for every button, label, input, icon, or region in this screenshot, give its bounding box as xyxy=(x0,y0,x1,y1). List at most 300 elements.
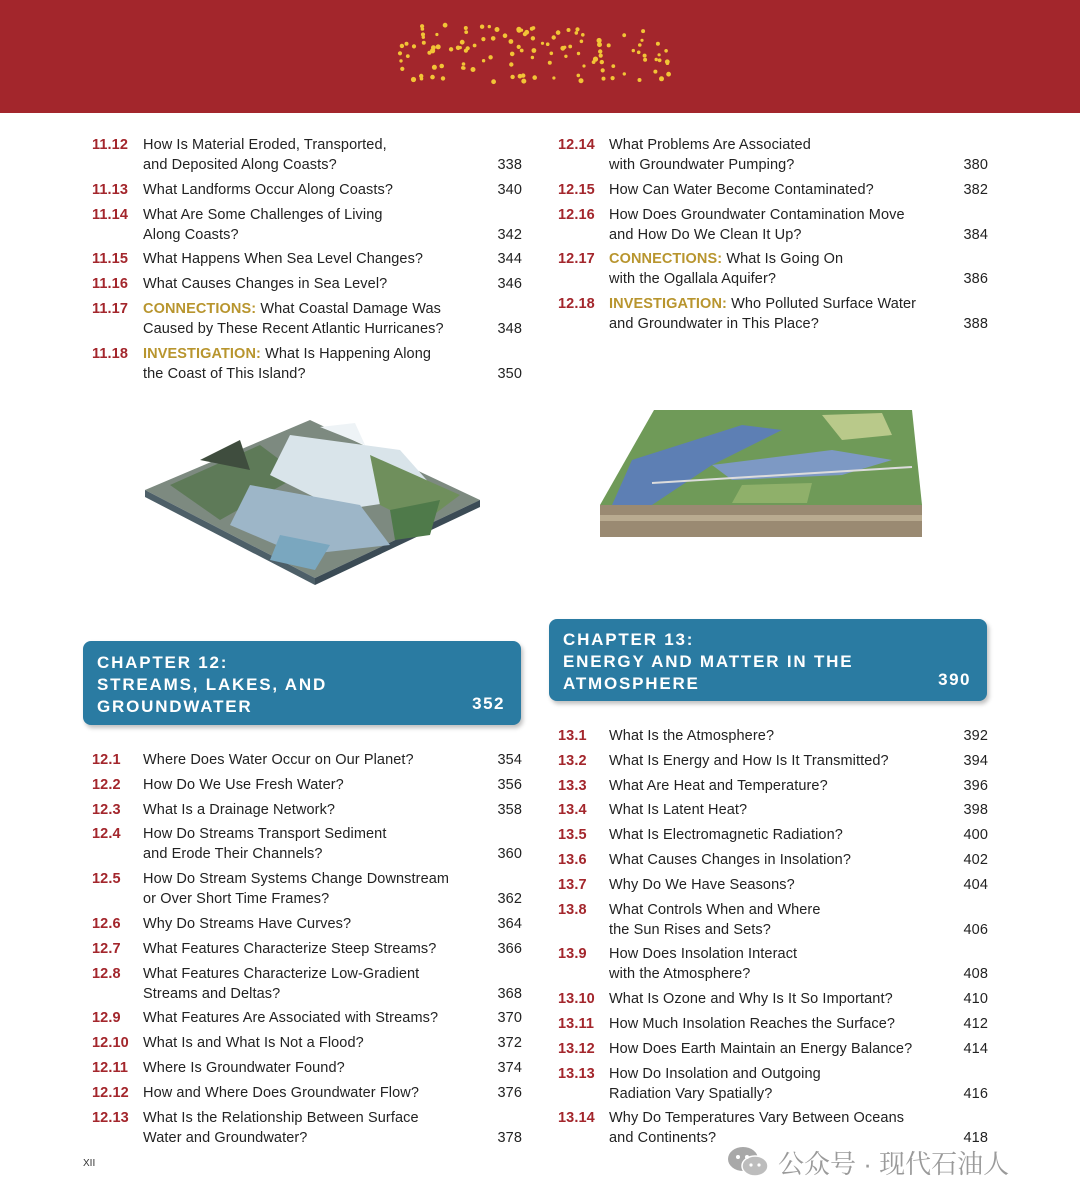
section-title-text: What Features Are Associated with Streams? xyxy=(143,1010,439,1027)
toc-entry[interactable] xyxy=(558,1014,988,1034)
section-title-line xyxy=(609,875,988,895)
section-title-text: Along Coasts? xyxy=(143,226,239,243)
section-title xyxy=(609,294,988,334)
header-dot xyxy=(599,54,603,58)
section-title-text: What Is Energy and How Is It Transmitted? xyxy=(609,752,889,769)
section-title-line xyxy=(143,205,522,225)
section-number: 12.1 xyxy=(92,752,121,768)
chapter-title-line: GROUNDWATER xyxy=(97,697,253,716)
page-number: 378 xyxy=(497,1129,522,1146)
watermark xyxy=(726,1142,1009,1182)
section-title-text: Water and Groundwater? xyxy=(143,1129,308,1146)
toc-entry[interactable] xyxy=(558,900,988,940)
page-number: 382 xyxy=(963,181,988,198)
header-dot xyxy=(491,79,496,84)
section-title-text: What Is Going On xyxy=(726,251,844,268)
chapter-title-line: ENERGY AND MATTER IN THE xyxy=(563,652,854,671)
section-title-text: How Does Earth Maintain an Energy Balance? xyxy=(609,1040,913,1057)
chapter-title-line: ATMOSPHERE xyxy=(563,674,700,693)
page-number: 362 xyxy=(497,891,522,908)
section-title xyxy=(609,205,988,245)
header-dot xyxy=(436,44,441,49)
header-dot xyxy=(441,76,445,80)
chapter-13-heading[interactable] xyxy=(549,619,987,701)
section-number: 13.1 xyxy=(558,728,587,744)
toc-entry[interactable] xyxy=(558,135,988,175)
page-number: 392 xyxy=(963,728,988,744)
toc-entry[interactable] xyxy=(92,964,522,1004)
chapter-title-line: CHAPTER 13: xyxy=(563,630,695,649)
page-number: 400 xyxy=(963,827,988,844)
watermark-text: 公众号 · 现代石油人 xyxy=(778,1148,1010,1179)
header-dot xyxy=(488,55,492,59)
header-dot xyxy=(399,59,402,62)
header-dot xyxy=(464,26,468,30)
chapter-12-heading[interactable] xyxy=(83,641,521,725)
header-dot xyxy=(666,72,671,77)
section-number: 12.10 xyxy=(92,1035,129,1052)
header-dot-pattern xyxy=(0,0,1080,113)
section-title-line xyxy=(143,1033,522,1053)
section-title-text: and Deposited Along Coasts? xyxy=(143,157,337,173)
section-title xyxy=(143,180,522,200)
toc-entry[interactable] xyxy=(92,1058,522,1078)
header-dot xyxy=(556,30,561,35)
page-number: 414 xyxy=(963,1040,988,1057)
page-number: 398 xyxy=(963,802,988,819)
section-title-line xyxy=(143,1058,522,1078)
section-number: 12.14 xyxy=(558,137,595,153)
section-title xyxy=(609,850,988,870)
section-title-text: Radiation Vary Spatially? xyxy=(609,1085,773,1102)
section-number: 11.15 xyxy=(92,251,128,268)
toc-entry[interactable] xyxy=(92,1108,522,1148)
header-dot xyxy=(623,72,626,75)
section-title xyxy=(143,299,522,339)
section-title-line xyxy=(609,1064,988,1084)
section-title-line xyxy=(143,964,522,984)
header-dot xyxy=(602,77,606,81)
section-title xyxy=(609,1039,988,1059)
page-number: 404 xyxy=(963,876,988,893)
section-title-text: How Do Streams Transport Sediment xyxy=(143,826,387,843)
section-title-text: What Are Some Challenges of Living xyxy=(143,206,383,223)
section-title-line xyxy=(143,869,522,889)
section-title-text: Why Do Streams Have Curves? xyxy=(143,915,352,932)
section-title-line xyxy=(609,800,988,820)
toc-entry[interactable] xyxy=(92,1008,522,1028)
section-title-text: and Groundwater in This Place? xyxy=(609,316,819,333)
section-tag: CONNECTIONS: xyxy=(609,251,723,268)
toc-entry[interactable] xyxy=(558,944,988,984)
section-title-line xyxy=(609,1108,988,1128)
section-title xyxy=(143,274,522,294)
toc-entry[interactable] xyxy=(558,249,988,289)
section-title-text: What Is a Drainage Network? xyxy=(143,801,336,818)
header-dot xyxy=(658,53,661,56)
header-dot xyxy=(521,79,526,84)
header-dot xyxy=(541,42,544,45)
section-title xyxy=(143,775,522,795)
section-title xyxy=(609,900,988,940)
toc-entry[interactable] xyxy=(92,1033,522,1053)
header-dot xyxy=(530,27,534,31)
header-dot xyxy=(412,44,416,48)
toc-entry[interactable] xyxy=(558,294,988,334)
header-dot xyxy=(577,52,580,55)
section-number: 12.13 xyxy=(92,1109,129,1126)
section-title xyxy=(609,989,988,1009)
section-title-line xyxy=(143,914,522,934)
header-dot xyxy=(579,78,584,83)
header-dot xyxy=(443,23,448,28)
page-number: 380 xyxy=(963,157,988,173)
section-title xyxy=(143,249,522,269)
toc-entry[interactable] xyxy=(558,205,988,245)
header-dot xyxy=(532,48,537,53)
section-title-text: What Is Happening Along xyxy=(265,345,432,362)
section-number: 13.13 xyxy=(558,1065,595,1082)
header-dot xyxy=(607,43,611,47)
section-title xyxy=(143,344,522,384)
header-dot xyxy=(462,62,466,66)
page-number: 370 xyxy=(497,1010,522,1027)
section-number: 13.14 xyxy=(558,1110,595,1127)
toc-entry[interactable] xyxy=(558,751,988,771)
section-title xyxy=(143,1083,522,1103)
header-dot xyxy=(638,78,642,82)
header-dot xyxy=(481,37,485,41)
toc-entry[interactable] xyxy=(558,850,988,870)
section-title-line xyxy=(143,750,522,770)
section-number: 12.3 xyxy=(92,801,121,818)
section-title-line xyxy=(143,344,522,364)
header-dot xyxy=(611,64,615,68)
header-dot xyxy=(531,36,535,40)
section-number: 12.18 xyxy=(558,296,595,313)
section-title xyxy=(609,135,988,175)
section-title xyxy=(143,869,522,909)
header-dot xyxy=(435,33,438,36)
section-title-line xyxy=(143,364,522,384)
toc-entry[interactable] xyxy=(558,875,988,895)
section-title-text: What Is Electromagnetic Radiation? xyxy=(609,827,843,844)
section-title-text: and Erode Their Channels? xyxy=(143,846,323,863)
section-title-line xyxy=(609,1014,988,1034)
header-dot xyxy=(531,56,534,59)
section-number: 12.8 xyxy=(92,965,121,982)
header-dot xyxy=(464,30,468,34)
toc-entry[interactable] xyxy=(92,775,522,795)
section-title-line xyxy=(609,900,988,920)
header-dot xyxy=(488,25,491,28)
page-number: 340 xyxy=(497,181,522,198)
toc-entry[interactable] xyxy=(558,1064,988,1104)
header-dot xyxy=(427,51,431,55)
header-dot xyxy=(548,61,552,65)
page-number: 372 xyxy=(497,1035,522,1052)
toc-entry[interactable] xyxy=(92,249,522,269)
page-number: 412 xyxy=(963,1015,988,1032)
header-dot xyxy=(482,59,485,62)
section-number: 11.12 xyxy=(92,137,128,153)
header-dot xyxy=(460,40,465,45)
section-title-line xyxy=(143,1008,522,1028)
page-number: 402 xyxy=(963,851,988,868)
toc-entry[interactable] xyxy=(92,1083,522,1103)
header-dot xyxy=(422,41,426,45)
section-title-line xyxy=(143,180,522,200)
chapter-title-line: STREAMS, LAKES, AND xyxy=(97,675,328,694)
section-number: 12.12 xyxy=(92,1084,129,1101)
section-number: 13.9 xyxy=(558,946,587,963)
section-title-text: How Do Insolation and Outgoing xyxy=(609,1065,821,1082)
page-number: 354 xyxy=(497,752,522,768)
chapter-title-line: CHAPTER 12: xyxy=(97,653,229,672)
header-dot xyxy=(552,76,555,79)
section-title-line xyxy=(609,205,988,225)
section-title-text: the Coast of This Island? xyxy=(143,365,306,382)
header-dot xyxy=(593,57,598,62)
toc-entry[interactable] xyxy=(92,939,522,959)
page-number: 358 xyxy=(497,801,522,818)
header-dot xyxy=(664,49,668,53)
page-number: 418 xyxy=(963,1130,988,1147)
section-title xyxy=(609,875,988,895)
toc-entry[interactable] xyxy=(92,824,522,864)
section-title xyxy=(143,1033,522,1053)
section-title-line xyxy=(609,850,988,870)
section-number: 12.7 xyxy=(92,940,121,957)
header-dot xyxy=(532,75,537,80)
section-title-line xyxy=(609,920,988,940)
section-title-line xyxy=(609,180,988,200)
section-title-text: What Coastal Damage Was xyxy=(260,300,441,317)
section-title-text: How Does Insolation Interact xyxy=(609,946,798,963)
section-title-line xyxy=(143,1108,522,1128)
header-dot xyxy=(637,51,641,55)
toc-entry[interactable] xyxy=(558,825,988,845)
section-title-line xyxy=(609,825,988,845)
header-dot xyxy=(510,75,514,79)
toc-entry[interactable] xyxy=(92,914,522,934)
header-dot xyxy=(459,46,462,49)
toc-entry[interactable] xyxy=(92,299,522,339)
header-dot xyxy=(411,77,416,82)
header-dot xyxy=(638,43,642,47)
header-dot xyxy=(516,27,521,32)
chapter-page-number: 390 xyxy=(938,670,971,689)
section-number: 11.17 xyxy=(92,300,128,317)
section-title xyxy=(143,800,522,820)
section-title-text: Who Polluted Surface Water xyxy=(731,296,917,313)
section-title xyxy=(143,939,522,959)
toc-entry[interactable] xyxy=(92,135,522,175)
section-title-text: How Is Material Eroded, Transported, xyxy=(143,137,387,153)
section-number: 11.13 xyxy=(92,181,128,198)
section-number: 12.17 xyxy=(558,251,595,268)
toc-entry[interactable] xyxy=(558,800,988,820)
page-number: 396 xyxy=(963,777,988,794)
section-number: 11.18 xyxy=(92,345,128,362)
toc-right-bottom xyxy=(558,726,988,1153)
header-dot xyxy=(510,52,515,57)
header-dot xyxy=(567,28,571,32)
page-number: 374 xyxy=(497,1059,522,1076)
section-title-line xyxy=(143,225,522,245)
section-number: 12.2 xyxy=(92,776,121,793)
section-title-text: What Is and What Is Not a Flood? xyxy=(143,1035,364,1052)
toc-entry[interactable] xyxy=(558,1039,988,1059)
chapter-page-number: 352 xyxy=(472,694,505,713)
section-title xyxy=(609,726,988,746)
section-title-line xyxy=(143,844,522,864)
header-band xyxy=(0,0,1080,113)
header-dot xyxy=(480,25,484,29)
section-title-text: Streams and Deltas? xyxy=(143,985,281,1002)
header-dot xyxy=(400,44,404,48)
toc-entry[interactable] xyxy=(558,726,988,746)
toc-entry[interactable] xyxy=(92,344,522,384)
section-number: 13.12 xyxy=(558,1040,595,1057)
section-title xyxy=(143,205,522,245)
section-number: 13.2 xyxy=(558,752,587,769)
header-dot xyxy=(653,70,657,74)
header-dot xyxy=(659,76,664,81)
section-title-text: with the Ogallala Aquifer? xyxy=(609,271,777,288)
header-dot xyxy=(420,77,424,81)
section-title-text: What Are Heat and Temperature? xyxy=(609,777,828,794)
toc-entry[interactable] xyxy=(558,989,988,1009)
section-title-text: What Causes Changes in Insolation? xyxy=(609,851,851,868)
header-dot xyxy=(406,54,410,58)
section-title-text: What Landforms Occur Along Coasts? xyxy=(143,181,394,198)
section-title-line xyxy=(143,319,522,339)
toc-left-top xyxy=(92,135,522,389)
section-title-text: Why Do We Have Seasons? xyxy=(609,876,795,893)
section-title-text: Caused by These Recent Atlantic Hurricanes? xyxy=(143,320,444,337)
toc-entry[interactable] xyxy=(92,274,522,294)
section-title-line xyxy=(609,776,988,796)
page-number: 406 xyxy=(963,921,988,938)
section-tag: INVESTIGATION: xyxy=(609,296,727,313)
header-dot xyxy=(580,40,584,44)
header-dot xyxy=(431,45,436,50)
glacier-landscape-illustration xyxy=(140,415,485,585)
section-title xyxy=(609,800,988,820)
section-title-text: and Continents? xyxy=(609,1130,717,1147)
section-number: 13.3 xyxy=(558,777,587,794)
section-title-line xyxy=(609,751,988,771)
header-dot xyxy=(491,36,496,41)
header-dot xyxy=(641,29,645,33)
section-title-text: What Controls When and Where xyxy=(609,901,821,918)
header-dot xyxy=(656,42,660,46)
page-number: 388 xyxy=(963,316,988,333)
page-number: 410 xyxy=(963,991,988,1008)
section-number: 13.5 xyxy=(558,827,587,844)
section-title-text: What Is the Atmosphere? xyxy=(609,728,775,744)
section-title-text: Where Does Water Occur on Our Planet? xyxy=(143,752,414,768)
toc-entry[interactable] xyxy=(92,750,522,770)
section-title-line xyxy=(143,155,522,175)
toc-entry[interactable] xyxy=(558,180,988,200)
header-dot xyxy=(517,45,521,49)
section-title-text: What Problems Are Associated xyxy=(609,137,811,153)
section-title-line xyxy=(143,1083,522,1103)
section-title-line xyxy=(143,824,522,844)
section-title xyxy=(143,914,522,934)
section-tag: CONNECTIONS: xyxy=(143,300,257,317)
header-dot xyxy=(466,46,470,50)
section-title-line xyxy=(143,299,522,319)
page-number: 368 xyxy=(497,985,522,1002)
section-title-line xyxy=(143,889,522,909)
toc-entry[interactable] xyxy=(558,776,988,796)
toc-entry[interactable] xyxy=(92,800,522,820)
section-title-text: with the Atmosphere? xyxy=(609,966,751,983)
header-dot xyxy=(640,39,643,42)
page-number: 338 xyxy=(497,157,522,173)
header-dot xyxy=(581,33,585,37)
page-number: 366 xyxy=(497,940,522,957)
section-number: 13.7 xyxy=(558,876,587,893)
section-title-text: and How Do We Clean It Up? xyxy=(609,226,802,243)
section-number: 11.14 xyxy=(92,206,128,223)
page-number: 350 xyxy=(497,365,522,382)
page-number: 348 xyxy=(497,320,522,337)
section-title-line xyxy=(609,269,988,289)
header-dot xyxy=(655,58,658,61)
section-title-text: What Is the Relationship Between Surface xyxy=(143,1109,419,1126)
header-dot xyxy=(598,49,602,53)
page-number: 394 xyxy=(963,752,988,769)
header-dot xyxy=(509,39,514,44)
header-dot xyxy=(421,27,425,31)
section-title-text: with Groundwater Pumping? xyxy=(609,157,795,173)
wechat-icon xyxy=(726,1144,770,1180)
section-title-text: How Much Insolation Reaches the Surface? xyxy=(609,1015,896,1032)
header-dot xyxy=(597,42,602,47)
section-title-line xyxy=(609,989,988,1009)
header-dot xyxy=(632,49,635,52)
header-dot xyxy=(600,60,604,64)
header-dot xyxy=(518,74,523,79)
page-number: 344 xyxy=(497,251,522,268)
section-number: 13.10 xyxy=(558,991,595,1008)
toc-entry[interactable] xyxy=(92,869,522,909)
header-dot xyxy=(405,42,409,46)
section-title-text: What Happens When Sea Level Changes? xyxy=(143,251,424,268)
section-title-text: What Features Characterize Low-Gradient xyxy=(143,965,420,982)
section-number: 13.6 xyxy=(558,851,587,868)
header-dot xyxy=(611,76,615,80)
header-dot xyxy=(622,33,626,37)
section-title-line xyxy=(609,225,988,245)
header-dot xyxy=(473,44,477,48)
header-dot xyxy=(546,42,550,46)
section-title-text: How Does Groundwater Contamination Move xyxy=(609,206,905,223)
section-title-text: or Over Short Time Frames? xyxy=(143,891,330,908)
toc-entry[interactable] xyxy=(92,205,522,245)
page-number: 416 xyxy=(963,1085,988,1102)
toc-entry[interactable] xyxy=(92,180,522,200)
section-title xyxy=(609,944,988,984)
section-title-text: What Features Characterize Steep Streams? xyxy=(143,940,437,957)
section-title-text: the Sun Rises and Sets? xyxy=(609,921,771,938)
header-dot xyxy=(577,74,581,78)
section-title-line xyxy=(609,249,988,269)
